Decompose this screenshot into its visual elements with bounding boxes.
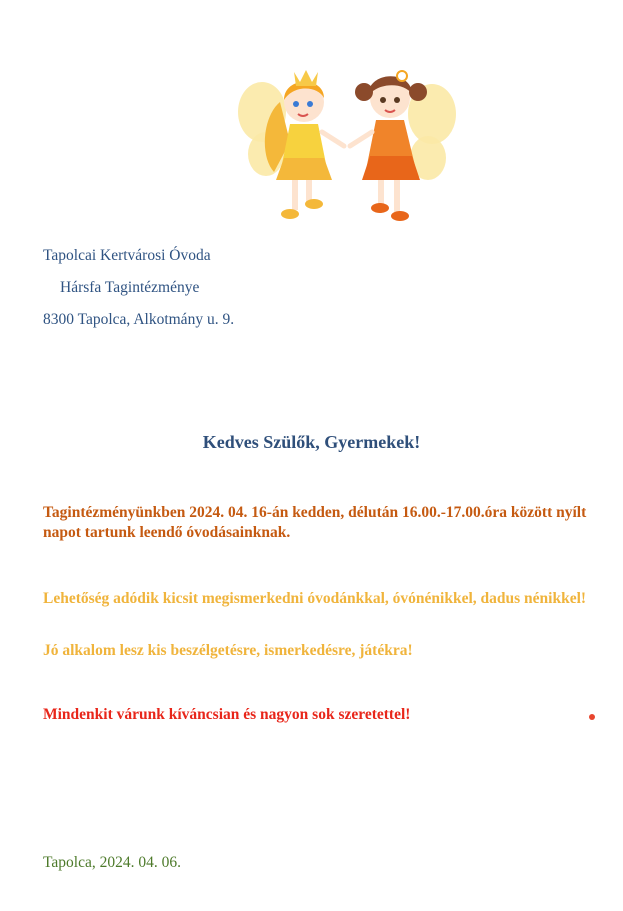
fairies-illustration	[232, 62, 462, 240]
school-address: 8300 Tapolca, Alkotmány u. 9.	[43, 311, 235, 328]
opportunity-paragraph: Lehetőség adódik kicsit megismerkedni óvodánkkal, óvónénikkel, dadus nénikkel!	[43, 590, 587, 607]
occasion-paragraph: Jó alkalom lesz kis beszélgetésre, ismerkedésre, játékra!	[43, 642, 413, 659]
date-line: Tapolca, 2024. 04. 06.	[43, 854, 181, 871]
red-dot-icon	[589, 714, 595, 720]
announcement-paragraph: Tagintézményünkben 2024. 04. 16-án kedden, délután 16.00.-17.00.óra között nyílt napot tartunk leendő óvodásainknak.	[43, 504, 587, 541]
orange-fairy-icon	[350, 71, 456, 221]
school-name: Tapolcai Kertvárosi Óvoda	[43, 247, 211, 264]
greeting-heading: Kedves Szülők, Gyermekek!	[202, 432, 421, 452]
welcome-paragraph: Mindenkit várunk kíváncsian és nagyon sok szeretettel!	[43, 706, 411, 723]
yellow-fairy-icon	[238, 70, 344, 219]
branch-name: Hársfa Tagintézménye	[60, 279, 200, 296]
